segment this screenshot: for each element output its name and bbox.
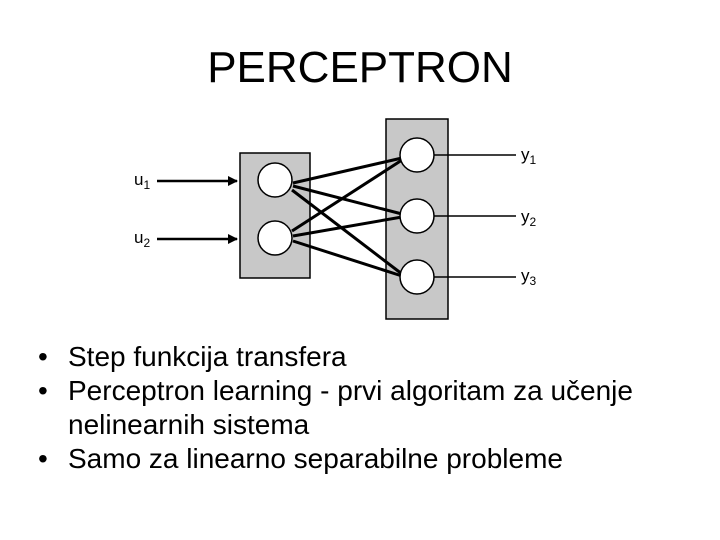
- bullet-item: • Samo za linearno separabilne probleme: [38, 442, 698, 476]
- bullet-item: • Step funkcija transfera: [38, 340, 698, 374]
- slide-title: PERCEPTRON: [207, 43, 513, 92]
- output-node-y3: [400, 260, 434, 294]
- output-label-y1: $y_1$: [521, 145, 537, 167]
- output-node-y1: [400, 138, 434, 172]
- input-label-u1: $u_1$: [134, 170, 151, 192]
- output-node-y2: [400, 199, 434, 233]
- input-label-u2: $u_2$: [134, 228, 151, 250]
- input-node-u2: [258, 221, 292, 255]
- output-label-y3: $y_3$: [521, 266, 537, 288]
- output-label-y2: $y_2$: [521, 207, 537, 229]
- input-node-u1: [258, 163, 292, 197]
- bullet-item: • Perceptron learning - prvi algoritam za učenje nelinearnih sistema: [38, 374, 698, 442]
- bullet-list: [38, 340, 698, 476]
